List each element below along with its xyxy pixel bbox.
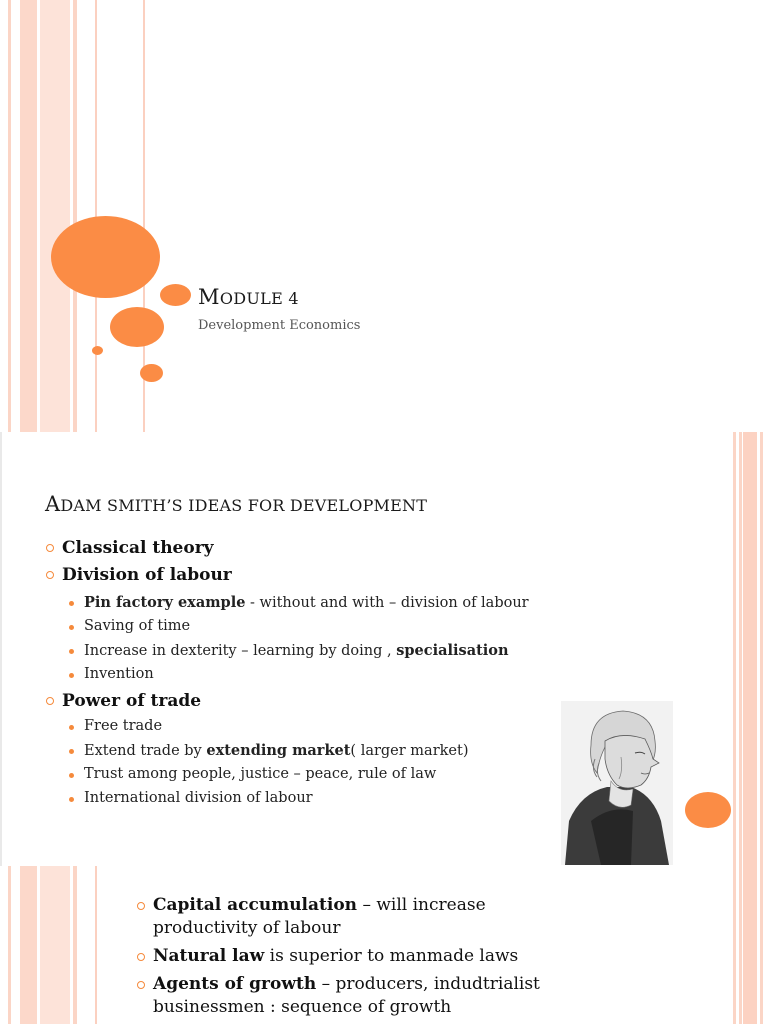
bullet-item	[62, 538, 214, 558]
text: Increase in dexterity – learning by doing ,	[84, 643, 397, 659]
dot-bullet-icon	[69, 749, 74, 754]
bold-text: Agents of growth	[153, 974, 317, 994]
heading-small-caps: OR	[259, 496, 285, 515]
text: ( larger market)	[350, 743, 469, 759]
bold-text: Capital accumulation	[153, 895, 358, 915]
heading-small-caps: EVELOPMENT	[302, 496, 428, 515]
text: International division of labour	[84, 790, 313, 806]
decor-stripe	[739, 866, 742, 1024]
text: Free trade	[84, 718, 163, 734]
decor-circle	[160, 284, 191, 306]
decor-stripe	[8, 0, 11, 432]
text: Invention	[84, 666, 154, 682]
decor-stripe	[8, 866, 11, 1024]
decor-stripe	[73, 0, 77, 432]
heading-cap: S	[101, 496, 119, 515]
dot-bullet-icon	[69, 601, 74, 606]
sub-bullet-item	[84, 642, 509, 659]
decor-circle	[110, 307, 164, 347]
bullet-text: Power of trade	[62, 691, 202, 711]
heading-cap: A	[45, 492, 61, 516]
bullet-item	[153, 894, 553, 940]
dot-bullet-icon	[69, 725, 74, 730]
sub-bullet-item	[84, 742, 468, 759]
dot-bullet-icon	[69, 773, 74, 778]
text: – producers, indudtrialist businessmen : sequence of growth	[153, 974, 540, 1017]
hollow-bullet-icon	[137, 981, 145, 989]
bullet-item	[62, 565, 232, 585]
heading-small-caps: DEAS	[194, 496, 243, 515]
text: – will increase productivity of labour	[153, 895, 486, 938]
sub-bullet-item	[84, 790, 313, 806]
bold-text: specialisation	[396, 642, 509, 659]
bold-text: extending market	[206, 742, 351, 759]
bullet-item	[153, 973, 553, 1019]
hollow-bullet-icon	[46, 544, 54, 552]
dot-bullet-icon	[69, 625, 74, 630]
text: is superior to manmade laws	[264, 946, 519, 966]
decor-stripe	[743, 866, 757, 1024]
decor-stripe	[20, 866, 37, 1024]
text: Trust among people, justice – peace, rule of law	[84, 766, 437, 782]
decor-stripe	[40, 866, 70, 1024]
sub-bullet-item	[84, 718, 162, 734]
bullet-text: Division of labour	[62, 565, 232, 585]
sub-bullet-item	[84, 618, 190, 634]
bullet-item	[153, 945, 553, 968]
text: - without and with – division of labour	[245, 595, 529, 611]
hollow-bullet-icon	[137, 953, 145, 961]
hollow-bullet-icon	[46, 697, 54, 705]
adam-smith-portrait-icon	[561, 701, 673, 865]
decor-stripe	[760, 866, 763, 1024]
sub-bullet-item	[84, 766, 436, 782]
title-rest: ODULE 4	[219, 289, 299, 308]
heading-cap: F	[242, 496, 260, 515]
bold-text: Natural law	[153, 946, 265, 966]
decor-stripe	[739, 432, 742, 866]
decor-stripe	[40, 0, 70, 432]
slide-subtitle: Development Economics	[198, 318, 361, 333]
bold-text: Pin factory example	[84, 594, 246, 611]
bullet-text: Classical theory	[62, 538, 214, 558]
bullet-item	[62, 691, 201, 711]
heading-cap: D	[284, 496, 303, 515]
heading-small-caps: DAM	[60, 496, 102, 515]
decor-circle	[140, 364, 163, 382]
decor-stripe	[20, 0, 37, 432]
heading-cap: I	[182, 496, 195, 515]
decor-stripe	[733, 432, 736, 866]
dot-bullet-icon	[69, 649, 74, 654]
sub-bullet-item	[84, 594, 529, 611]
dot-bullet-icon	[69, 797, 74, 802]
hollow-bullet-icon	[137, 902, 145, 910]
decor-stripe	[0, 432, 2, 866]
decor-stripe	[73, 866, 77, 1024]
slide-title-heading	[198, 285, 299, 309]
slide-adam-smith	[0, 432, 768, 866]
slide-continuation	[0, 866, 768, 1024]
decor-circle	[685, 792, 731, 828]
slide-title	[0, 0, 768, 432]
heading-small-caps: MITH’S	[118, 496, 183, 515]
decor-circle	[92, 346, 103, 355]
decor-stripe	[743, 432, 757, 866]
text: Extend trade by	[84, 743, 207, 759]
slide-heading	[45, 492, 427, 516]
decor-stripe	[760, 432, 763, 866]
hollow-bullet-icon	[46, 571, 54, 579]
decor-circle	[51, 216, 160, 298]
dot-bullet-icon	[69, 673, 74, 678]
decor-stripe	[95, 866, 97, 1024]
decor-stripe	[733, 866, 736, 1024]
title-first-letter: M	[198, 285, 220, 309]
sub-bullet-item	[84, 666, 154, 682]
text: Saving of time	[84, 618, 191, 634]
